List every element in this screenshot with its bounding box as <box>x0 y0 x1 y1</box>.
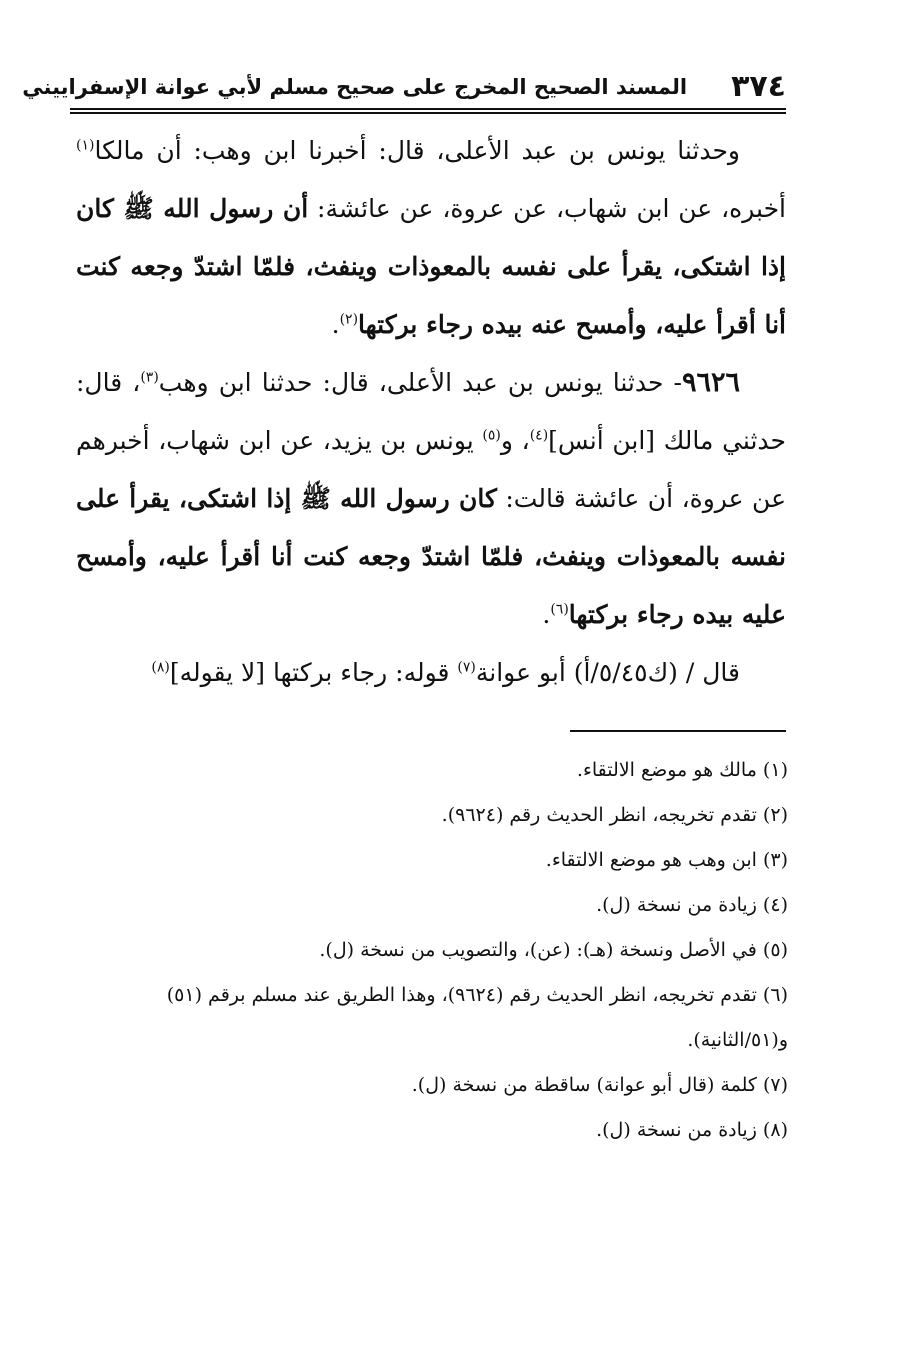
footnote-ref-4: (٤) <box>529 427 549 444</box>
footnote-ref-7: (٧) <box>457 659 476 676</box>
footnote-ref-1: (١) <box>76 137 95 154</box>
header-rule <box>70 108 786 114</box>
page-number: ٣٧٤ <box>731 69 786 104</box>
footnotes-list <box>76 748 788 1153</box>
text-segment: وحدثنا يونس بن عبد الأعلى، قال: أخبرنا ابن وهب: أن مالكا <box>94 136 740 165</box>
text-segment: قوله: رجاء بركتها [لا يقوله] <box>169 658 458 687</box>
page-header <box>22 64 786 104</box>
footnote-ref-2: (٢) <box>339 311 359 328</box>
footnote-6-continuation: و(٥١/الثانية). <box>687 1029 788 1051</box>
running-title: المسند الصحيح المخرج على صحيح مسلم لأبي عوانة الإسفراييني <box>22 75 688 99</box>
hadith-matn-bold: كان رسول الله ﷺ إذا اشتكى، يقرأ على نفسه بالمعوذات وينفث، فلمّا اشتدّ وجعه كنت أنا أقرأ عليه، وأمسح عليه بيده رجاء بركتها <box>76 484 786 629</box>
text-segment: . <box>542 600 551 629</box>
main-text <box>76 122 786 702</box>
paragraph-1 <box>76 122 786 354</box>
footnote-5: (٥) في الأصل ونسخة (هـ): (عن)، والتصويب من نسخة (ل). <box>319 939 788 961</box>
paragraph-2 <box>76 354 786 644</box>
paragraph-3 <box>76 644 786 702</box>
text-segment: يونس بن يزيد، عن ابن شهاب، أخبرهم عن عروة، أن عائشة قالت: <box>76 426 786 513</box>
footnote-3: (٣) ابن وهب هو موضع الالتقاء. <box>545 849 788 871</box>
text-segment: ، قال: حدثني مالك [ابن أنس] <box>76 368 786 455</box>
footnote-ref-3: (٣) <box>140 369 159 386</box>
footnote-7: (٧) كلمة (قال أبو عوانة) ساقطة من نسخة (ل). <box>411 1074 788 1096</box>
text-segment: ، و <box>500 426 530 455</box>
text-segment: - حدثنا يونس بن عبد الأعلى، قال: حدثنا ابن وهب <box>158 368 682 397</box>
footnote-2: (٢) تقدم تخريجه، انظر الحديث رقم (٩٦٢٤). <box>441 804 788 826</box>
hadith-number: ٩٦٢٦ <box>681 367 740 398</box>
footnote-ref-6: (٦) <box>550 601 569 618</box>
footnote-ref-5: (٥) <box>482 427 501 444</box>
footnote-8: (٨) زيادة من نسخة (ل). <box>596 1119 788 1141</box>
hadith-matn-bold: أن رسول الله ﷺ كان إذا اشتكى، يقرأ على نفسه بالمعوذات وينفث، فلمّا اشتدّ وجعه كنت أنا أقرأ عليه، وأمسح عنه بيده رجاء بركتها <box>76 194 786 339</box>
footnote-separator <box>570 730 786 732</box>
text-segment: . <box>331 310 340 339</box>
footnote-4: (٤) زيادة من نسخة (ل). <box>596 894 788 916</box>
footnote-6: (٦) تقدم تخريجه، انظر الحديث رقم (٩٦٢٤)، وهذا الطريق عند مسلم برقم (٥١) <box>166 984 788 1006</box>
text-segment: أخبره، عن ابن شهاب، عن عروة، عن عائشة: <box>308 194 786 223</box>
footnote-1: (١) مالك هو موضع الالتقاء. <box>576 759 788 781</box>
text-segment: قال / (ك٥/٤٥/أ) أبو عوانة <box>475 658 740 687</box>
footnote-ref-8: (٨) <box>151 659 170 676</box>
